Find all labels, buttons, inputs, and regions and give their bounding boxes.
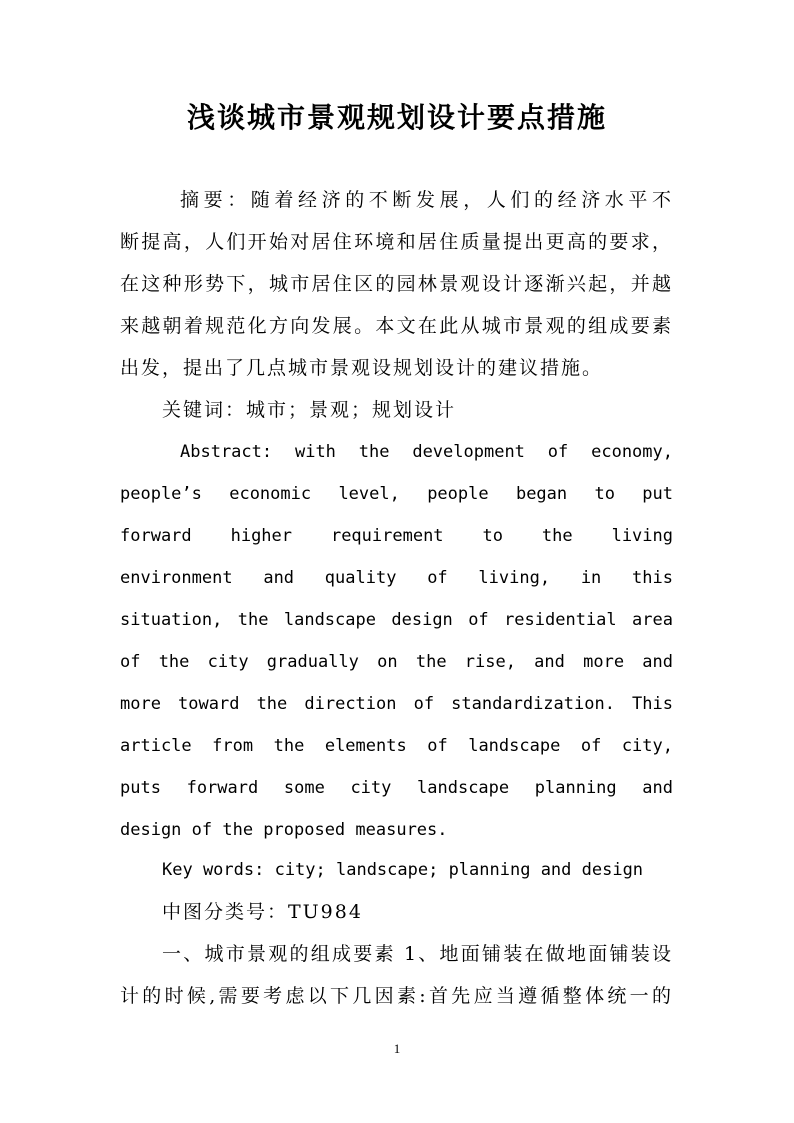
keywords-en: Key words: city; landscape; planning and design [162,860,644,880]
classification-number: 中图分类号：TU984 [162,901,363,923]
abstract-en-line: Abstract: with the development of economy, [180,442,673,462]
page-number: 1 [393,1041,401,1056]
abstract-en-line: situation, the landscape design of residential area [120,610,673,630]
abstract-en-line: environment and quality of living, in this [120,568,673,588]
abstract-en-line: article from the elements of landscape of city, [120,736,673,756]
abstract-cn-line: 在这种形势下，城市居住区的园林景观设计逐渐兴起，并越 [120,273,673,295]
abstract-en-line: more toward the direction of standardization. This [120,694,673,714]
abstract-en-line: people’s economic level, people began to put [120,484,673,504]
abstract-cn-line: 断提高，人们开始对居住环境和居住质量提出更高的要求， [120,231,673,253]
abstract-en-line: forward higher requirement to the living [120,526,673,546]
body-line: 一、城市景观的组成要素 1、地面铺装在做地面铺装设 [162,943,673,965]
abstract-cn-line: 来越朝着规范化方向发展。本文在此从城市景观的组成要素 [120,315,673,337]
document-title: 浅谈城市景观规划设计要点措施 [186,101,607,134]
body-line: 计的时候,需要考虑以下几因素:首先应当遵循整体统一的 [120,985,673,1007]
abstract-cn-line: 摘要：随着经济的不断发展，人们的经济水平不 [180,189,673,211]
abstract-en-line: of the city gradually on the rise, and more and [120,652,673,672]
abstract-cn-line: 出发，提出了几点城市景观设规划设计的建议措施。 [120,357,604,379]
abstract-en-line: design of the proposed measures. [120,820,448,840]
keywords-cn: 关键词：城市；景观；规划设计 [162,399,457,421]
abstract-en-line: puts forward some city landscape planning and [120,778,673,798]
